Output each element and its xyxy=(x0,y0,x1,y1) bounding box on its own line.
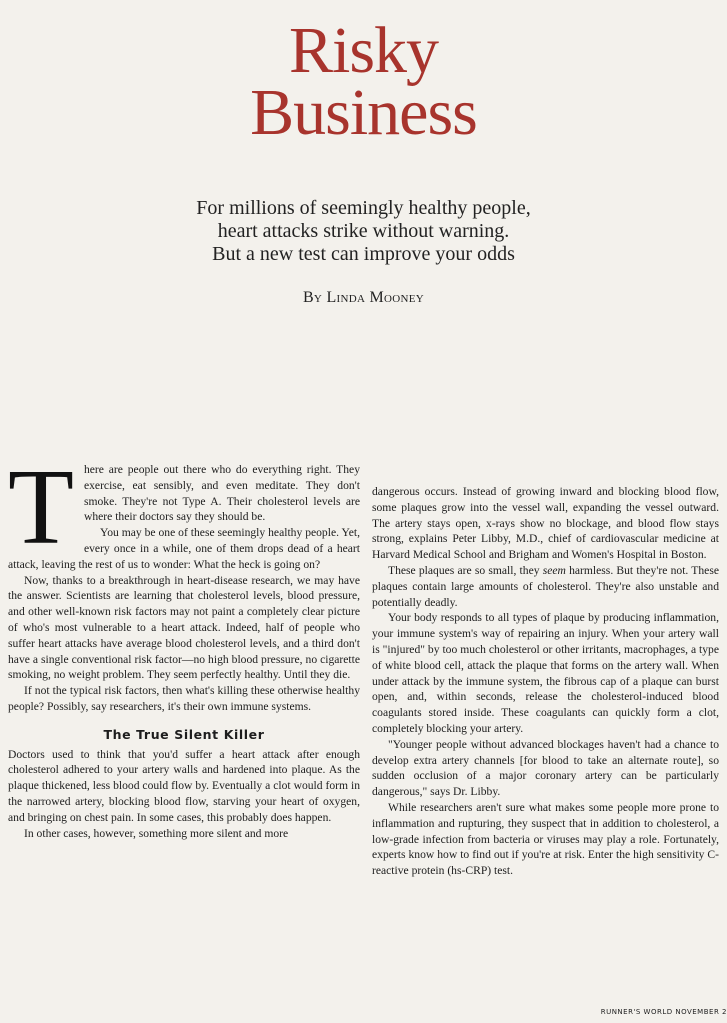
subtitle-line-3: But a new test can improve your odds xyxy=(212,243,515,265)
paragraph: dangerous occurs. Instead of growing inward and blocking blood flow, some plaques grow into the vessel wall, expanding the vessel outward. The artery stays open, x-rays show no blockage, and blood flow stays strong, explains Peter Libby, M.D., chief of cardiovascular medicine at Harvard Medical School and Brigham and Women's Hospital in Boston. xyxy=(372,485,719,562)
article-subtitle xyxy=(0,197,727,266)
page-footer: RUNNER'S WORLD NOVEMBER 2 xyxy=(600,1008,727,1016)
title-line-1: Risky xyxy=(288,14,439,87)
paragraph-text: These plaques are so small, they xyxy=(388,563,543,577)
paragraph xyxy=(372,563,719,610)
byline: By Linda Mooney xyxy=(302,289,425,306)
left-column xyxy=(8,448,360,841)
paragraph-text: here are people out there who do everything right. They exercise, eat sensibly, and even meditate. They don't smoke. They're not Type A. Their cholesterol levels are where their doctors say they should be. xyxy=(83,463,360,524)
paragraph: Doctors used to think that you'd suffer a heart attack after enough cholesterol adhered to your artery walls and hardened into plaque. As the plaque thickened, less blood could flow by. Eventually a clot would form in the narrowed artery, blocking blood flow, starving your heart of oxygen, and bringing on chest pain. In some cases, this probably does happen. xyxy=(8,747,360,824)
emphasis-text: seem xyxy=(542,563,566,577)
drop-cap: T xyxy=(8,448,74,567)
paragraph: Now, thanks to a breakthrough in heart-disease research, we may have the answer. Scientists are learning that cholesterol levels, blood pressure, and other well-known risk factors may not paint a completely clear picture of who's most vulnerable to a heart attack. Indeed, half of people who suffer heart attacks have average blood cholesterol levels, and a third don't have a single conventional risk factor—no high blood pressure, no cigarette smoking, no weight problem. They seem perfectly healthy. Until they die. xyxy=(8,573,360,682)
paragraph: Your body responds to all types of plaque by producing inflammation, your immune system's way of repairing an injury. When your artery wall is "injured" by too much cholesterol or other irritants, macrophages, a type of white blood cell, attack the plaque that forms on the artery wall. When under attack by the immune system, the fibrous cap of a plaque can burst open, and, within seconds, release the cholesterol-induced blood coagulants stored inside. These coagulants can quickly form a clot, completely blocking your artery. xyxy=(372,611,719,735)
paragraph: If not the typical risk factors, then what's killing these otherwise healthy people? Possibly, say researchers, it's their own immune systems. xyxy=(8,684,360,713)
right-column xyxy=(372,484,719,879)
section-subhead: The True Silent Killer xyxy=(103,726,265,742)
title-line-2: Business xyxy=(250,76,477,149)
paragraph: You may be one of these seemingly healthy people. Yet, every once in a while, one of them drops dead of a heart attack, leaving the rest of us to wonder: What the heck is going on? xyxy=(8,526,360,571)
paragraph: While researchers aren't sure what makes some people more prone to inflammation and rupturing, they suspect that in addition to cholesterol, a low-grade infection from bacteria or viruses may play a role. Fortunately, experts know how to find out if you're at risk. Enter the high sensitivity C-reactive protein (hs-CRP) test. xyxy=(372,800,719,878)
paragraph: In other cases, however, something more silent and more xyxy=(24,826,289,840)
paragraph-text: harmless. But they're not. These plaques contain large amounts of cholesterol. They're also unstable and potentially deadly. xyxy=(372,563,719,609)
paragraph: "Younger people without advanced blockages haven't had a chance to develop extra artery channels [for blood to take an alternate route], so sudden occlusion of a major coronary artery can be particularly dangerous," says Dr. Libby. xyxy=(372,737,719,799)
subtitle-line-1: For millions of seemingly healthy people, xyxy=(196,197,531,219)
article-title xyxy=(0,14,727,149)
subtitle-line-2: heart attacks strike without warning. xyxy=(217,220,510,242)
